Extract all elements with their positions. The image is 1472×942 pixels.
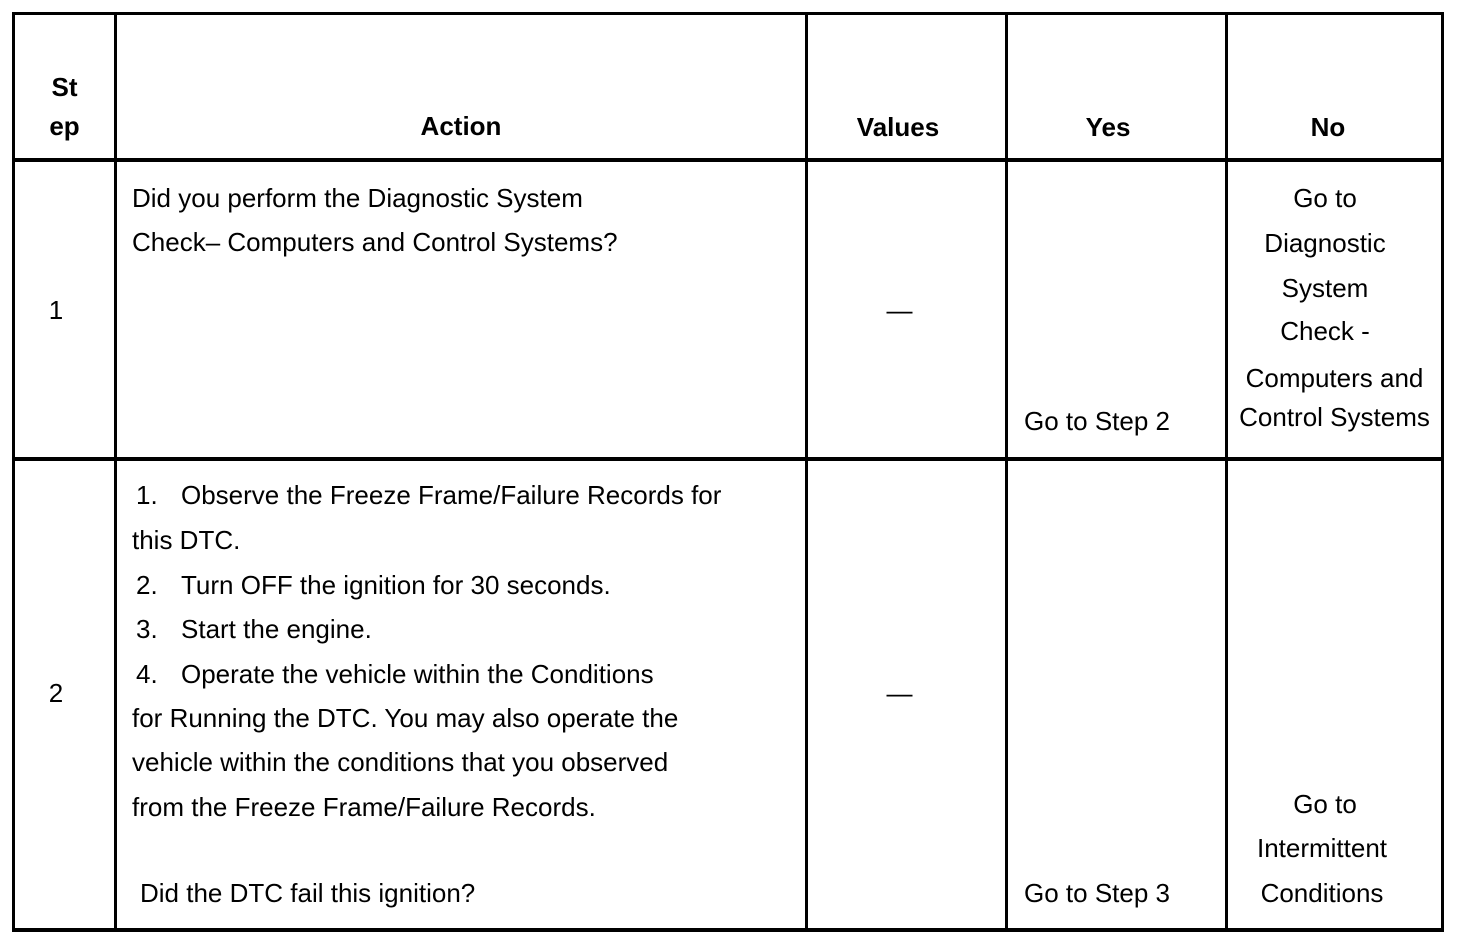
row-2-action-text: for Running the DTC. You may also operate the <box>132 703 679 733</box>
row-2-action-num: 1. <box>136 480 158 510</box>
row-2-action-num: 2. <box>136 570 158 600</box>
row-1-no-line: Check - <box>1280 316 1370 346</box>
row-2-action-text: vehicle within the conditions that you observed <box>132 747 669 777</box>
row-2-action-text: from the Freeze Frame/Failure Records. <box>132 792 596 822</box>
header-step-line1: St <box>51 72 78 102</box>
row-2-action-text: Turn OFF the ignition for 30 seconds. <box>181 570 611 600</box>
row-1-action-line: Check– Computers and Control Systems? <box>132 227 618 257</box>
header-step-line2: ep <box>49 111 80 141</box>
table-right-border <box>1441 12 1444 932</box>
row-2-action-text: this DTC. <box>132 525 241 555</box>
row-1-no-line: Diagnostic <box>1264 228 1386 258</box>
header-no: No <box>1310 112 1346 142</box>
row-2-action-text: Start the engine. <box>181 614 372 644</box>
row-2-step: 2 <box>48 678 64 708</box>
header-step <box>15 68 114 146</box>
row-1-step: 1 <box>48 295 64 325</box>
row-2-no-line: Go to <box>1293 789 1357 819</box>
header-yes: Yes <box>1085 112 1131 142</box>
row-1-value: — <box>886 295 913 325</box>
row-1-action-line: Did you perform the Diagnostic System <box>132 183 583 213</box>
row-2-action-num: 4. <box>136 659 158 689</box>
row-2-action-num: 3. <box>136 614 158 644</box>
header-values: Values <box>856 112 940 142</box>
header-bottom-border <box>12 158 1444 162</box>
step-col-border <box>114 12 117 932</box>
table-top-border <box>12 12 1444 15</box>
row-2-action-text: Operate the vehicle within the Conditions <box>181 659 654 689</box>
row-1-no-line: System <box>1281 273 1369 303</box>
row-2-no-line: Intermittent <box>1256 833 1388 863</box>
row-2-action-text: Observe the Freeze Frame/Failure Records for <box>181 480 722 510</box>
diagnostic-table <box>12 12 1444 932</box>
row-1-no-line: Go to <box>1293 183 1357 213</box>
row-2-no-line: Conditions <box>1260 878 1384 908</box>
row-2-yes: Go to Step 3 <box>1024 878 1170 908</box>
table-bottom-border <box>12 928 1444 932</box>
header-action: Action <box>420 111 502 141</box>
table-left-border <box>12 12 15 932</box>
row-1-bottom-border <box>12 457 1444 461</box>
row-2-question: Did the DTC fail this ignition? <box>140 878 476 908</box>
values-col-border <box>1005 12 1008 932</box>
row-1-no-line: Control Systems <box>1239 402 1430 432</box>
row-2-value: — <box>886 678 913 708</box>
row-1-no-line: Computers and <box>1245 363 1424 393</box>
action-col-border <box>805 12 808 932</box>
row-1-yes: Go to Step 2 <box>1024 406 1170 436</box>
